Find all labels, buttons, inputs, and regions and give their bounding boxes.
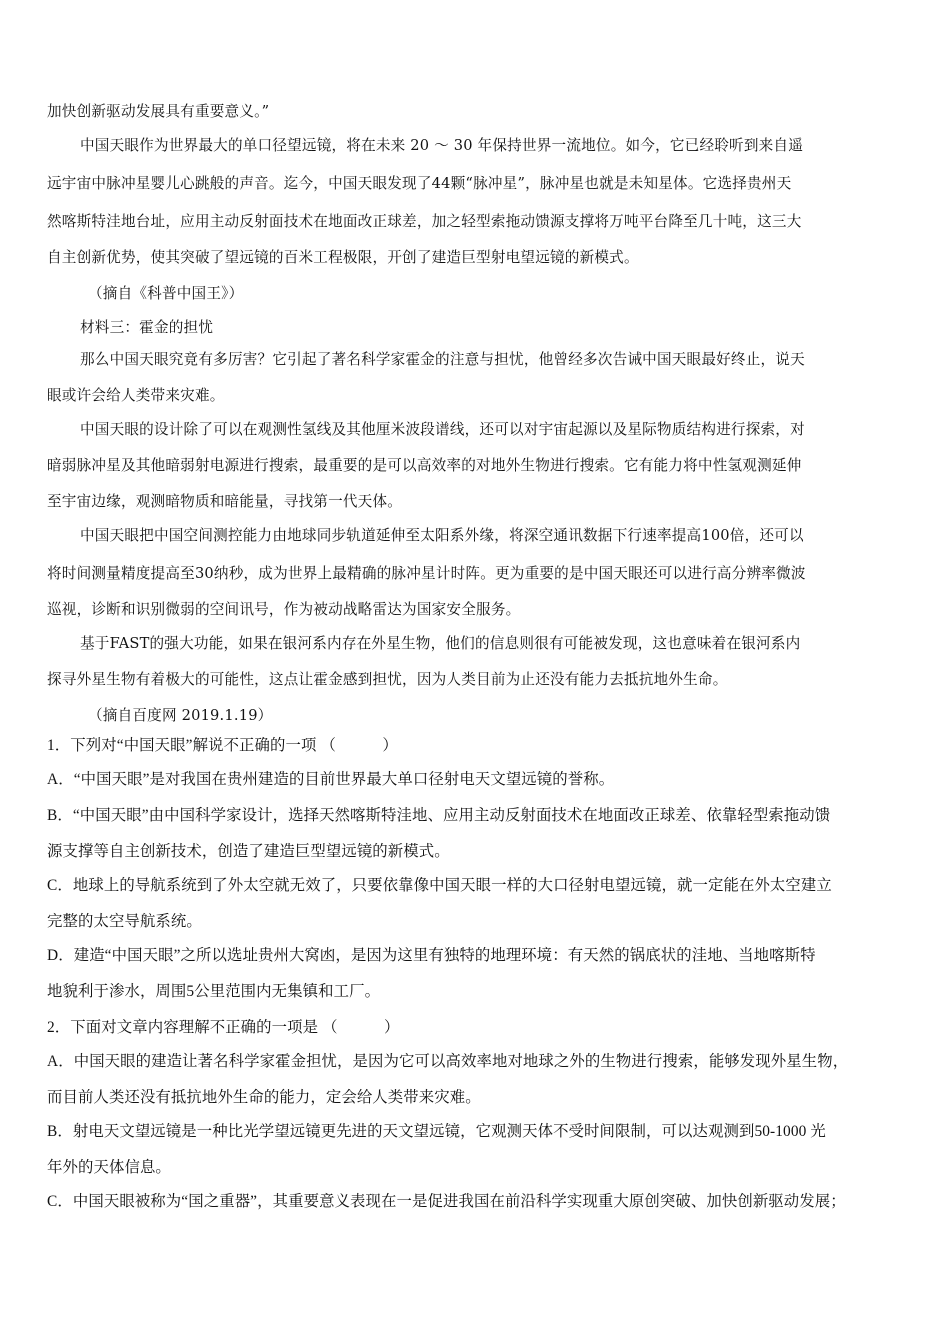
question-1-option-c-cont: 完整的太空导航系统。 <box>47 913 202 930</box>
question-1-option-c: C．地球上的导航系统到了外太空就无效了，只要依靠像中国天眼一样的大口径射电望远镜，就一定能在外太空建立 <box>47 877 832 894</box>
question-2-option-c: C．中国天眼被称为“国之重器”，其重要意义表现在一是促进我国在前沿科学实现重大原创突破、加快创新驱动发展； <box>47 1193 846 1210</box>
text-line: 至宇宙边缘，观测暗物质和暗能量，寻找第一代天体。 <box>47 493 403 510</box>
section-heading: 材料三：霍金的担忧 <box>80 319 214 336</box>
question-1-option-d: D．建造“中国天眼”之所以选址贵州大窝凼，是因为这里有独特的地理环境：有天然的锅底状的洼地、当地喀斯特 <box>47 947 816 964</box>
source-citation: （摘自百度网 2019.1.19） <box>88 707 273 724</box>
question-2-option-b: B．射电天文望远镜是一种比光学望远镜更先进的天文望远镜，它观测天体不受时间限制，可以达观测到50-1000 光 <box>47 1123 826 1140</box>
text-line: 然喀斯特洼地台址，应用主动反射面技术在地面改正球差，加之轻型索拖动馈源支撑将万吨平台降至几十吨，这三大 <box>47 213 802 230</box>
question-2-option-a: A．中国天眼的建造让著名科学家霍金担忧，是因为它可以高效率地对地球之外的生物进行搜索，能够发现外星生物， <box>47 1053 849 1070</box>
text-line: 中国天眼的设计除了可以在观测性氢线及其他厘米波段谱线，还可以对宇宙起源以及星际物质结构进行探索，对 <box>80 421 805 438</box>
question-2-option-b-cont: 年外的天体信息。 <box>47 1159 171 1176</box>
question-1-option-d-cont: 地貌利于渗水，周围5公里范围内无集镇和工厂。 <box>47 983 381 1000</box>
text-line: 远宇宙中脉冲星婴儿心跳般的声音。迄今，中国天眼发现了44颗“脉冲星”，脉冲星也就是未知星体。它选择贵州天 <box>47 175 792 192</box>
text-line: 暗弱脉冲星及其他暗弱射电源进行搜索，最重要的是可以高效率的对地外生物进行搜索。它有能力将中性氢观测延伸 <box>47 457 802 474</box>
question-1-option-b-cont: 源支撑等自主创新技术，创造了建造巨型望远镜的新模式。 <box>47 843 450 860</box>
text-line: 将时间测量精度提高至30纳秒，成为世界上最精确的脉冲星计时阵。更为重要的是中国天眼还可以进行高分辨率微波 <box>47 565 806 582</box>
text-line: 探寻外星生物有着极大的可能性，这点让霍金感到担忧，因为人类目前为止还没有能力去抵抗地外生命。 <box>47 671 728 688</box>
source-citation: （摘自《科普中国王》） <box>88 285 244 302</box>
text-line: 基于FAST的强大功能，如果在银河系内存在外星生物，他们的信息则很有可能被发现，这也意味着在银河系内 <box>80 635 801 652</box>
question-1-option-b: B．“中国天眼”由中国科学家设计，选择天然喀斯特洼地、应用主动反射面技术在地面改正球差、依靠轻型索拖动馈 <box>47 807 831 824</box>
text-line: 巡视，诊断和识别微弱的空间讯号，作为被动战略雷达为国家安全服务。 <box>47 601 521 618</box>
question-1-option-a: A．“中国天眼”是对我国在贵州建造的目前世界最大单口径射电天文望远镜的誉称。 <box>47 771 615 788</box>
text-line: 自主创新优势，使其突破了望远镜的百米工程极限，开创了建造巨型射电望远镜的新模式。 <box>47 249 639 266</box>
text-line: 那么中国天眼究竟有多厉害？它引起了著名科学家霍金的注意与担忧，他曾经多次告诫中国天眼最好终止，说天 <box>80 351 805 368</box>
text-line: 中国天眼把中国空间测控能力由地球同步轨道延伸至太阳系外缘，将深空通讯数据下行速率提高100倍，还可以 <box>80 527 804 544</box>
question-1-stem: 1．下列对“中国天眼”解说不正确的一项 （ ） <box>47 737 398 754</box>
text-line: 眼或许会给人类带来灾难。 <box>47 387 225 404</box>
text-line: 中国天眼作为世界最大的单口径望远镜，将在未来 20 ～ 30 年保持世界一流地位。如今，它已经聆听到来自遥 <box>80 137 804 154</box>
text-line: 加快创新驱动发展具有重要意义。” <box>47 103 270 120</box>
question-2-stem: 2．下面对文章内容理解不正确的一项是 （ ） <box>47 1019 400 1036</box>
question-2-option-a-cont: 而目前人类还没有抵抗地外生命的能力，定会给人类带来灾难。 <box>47 1089 481 1106</box>
